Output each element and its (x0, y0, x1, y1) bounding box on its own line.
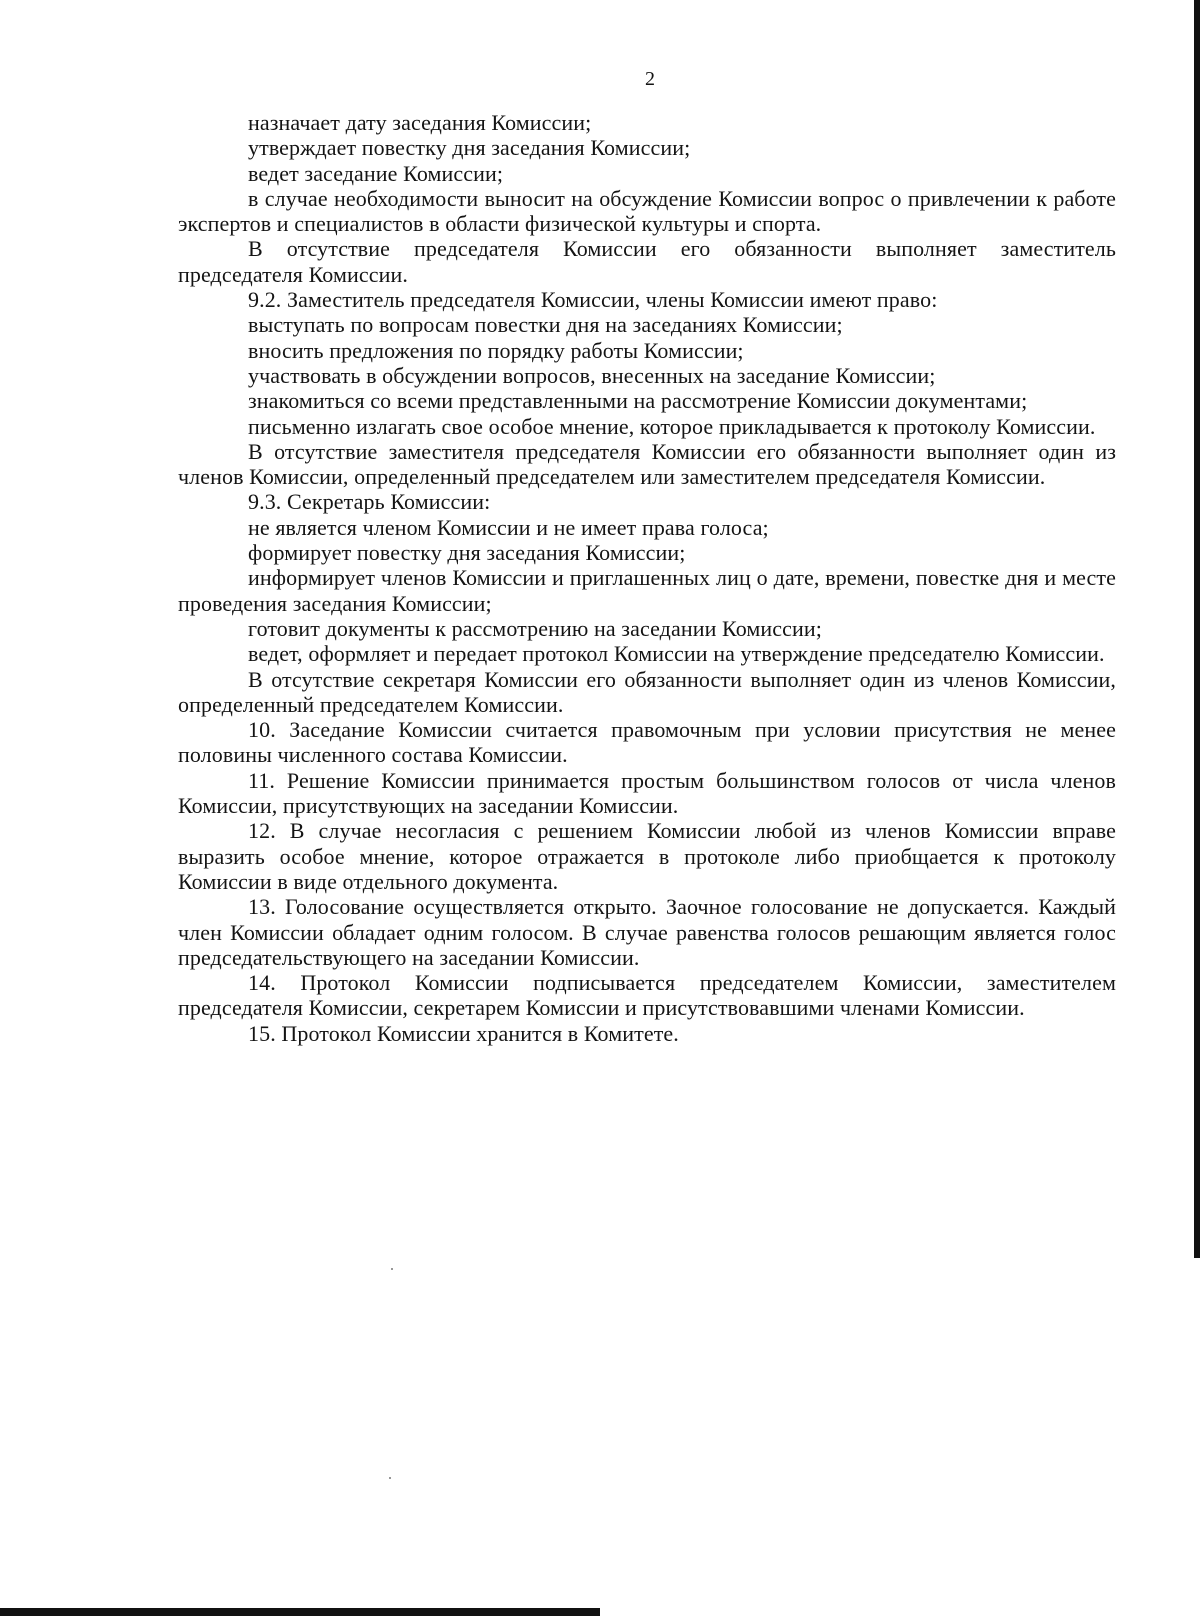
page-number: 2 (645, 68, 655, 90)
paragraph: 15. Протокол Комиссии хранится в Комитете. (248, 1020, 679, 1046)
document-body (178, 110, 1116, 1046)
paragraph: 11. Решение Комиссии принимается простым большинством голосов от числа членов Комиссии, присутствующих на заседании Комиссии. (178, 767, 1116, 819)
paragraph: готовит документы к рассмотрению на заседании Комиссии; (248, 615, 822, 641)
paragraph: назначает дату заседания Комиссии; (248, 110, 592, 135)
paragraph: 14. Протокол Комиссии подписывается председателем Комиссии, заместителем председателя Комиссии, секретарем Комиссии и присутствовавшими членами Комиссии. (178, 970, 1116, 1021)
paragraph: письменно излагать свое особое мнение, которое прикладывается к протоколу Комиссии. (248, 413, 1096, 439)
paragraph: информирует членов Комиссии и приглашенных лиц о дате, времени, повестке дня и месте проведения заседания Комиссии; (178, 565, 1116, 616)
paragraph: не является членом Комиссии и не имеет права голоса; (248, 514, 769, 540)
paragraph: формирует повестку дня заседания Комиссии; (248, 540, 686, 566)
paragraph: в случае необходимости выносит на обсуждение Комиссии вопрос о привлечении к работе экспертов и специалистов в области физической культуры и спорта. (178, 185, 1116, 237)
paragraph: В отсутствие секретаря Комиссии его обязанности выполняет один из членов Комиссии, определенный председателем Комиссии. (178, 666, 1116, 717)
paragraph: вносить предложения по порядку работы Комиссии; (248, 337, 744, 363)
scan-speck (389, 1477, 391, 1479)
paragraph: утверждает повестку дня заседания Комиссии; (248, 135, 691, 161)
paragraph: участвовать в обсуждении вопросов, внесенных на заседание Комиссии; (248, 362, 936, 388)
paragraph: 13. Голосование осуществляется открыто. Заочное голосование не допускается. Каждый член Комиссии обладает одним голосом. В случае равенства голосов решающим является голос председательствующего на заседании Комиссии. (178, 894, 1116, 970)
paragraph: ведет заседание Комиссии; (248, 160, 504, 186)
scan-edge-right (1194, 0, 1200, 1258)
paragraph: знакомиться со всеми представленными на рассмотрение Комиссии документами; (248, 388, 1028, 414)
scan-speck (391, 1268, 393, 1270)
paragraph: выступать по вопросам повестки дня на заседаниях Комиссии; (248, 312, 843, 338)
paragraph: В отсутствие председателя Комиссии его обязанности выполняет заместитель председателя Комиссии. (178, 236, 1116, 287)
paragraph: 12. В случае несогласия с решением Комиссии любой из членов Комиссии вправе выразить особое мнение, которое отражается в протоколе либо приобщается к протоколу Комиссии в виде отдельного документа. (178, 818, 1116, 894)
paragraph: 9.2. Заместитель председателя Комиссии, члены Комиссии имеют право: (248, 287, 938, 313)
paragraph: 9.3. Секретарь Комиссии: (248, 489, 491, 515)
paragraph: В отсутствие заместителя председателя Комиссии его обязанности выполняет один из членов Комиссии, определенный председателем или заместителем председателя Комиссии. (178, 438, 1116, 490)
paragraph: ведет, оформляет и передает протокол Комиссии на утверждение председателю Комиссии. (248, 641, 1105, 667)
paragraph: 10. Заседание Комиссии считается правомочным при условии присутствия не менее половины численного состава Комиссии. (178, 717, 1116, 768)
scan-edge-bottom (0, 1608, 600, 1616)
